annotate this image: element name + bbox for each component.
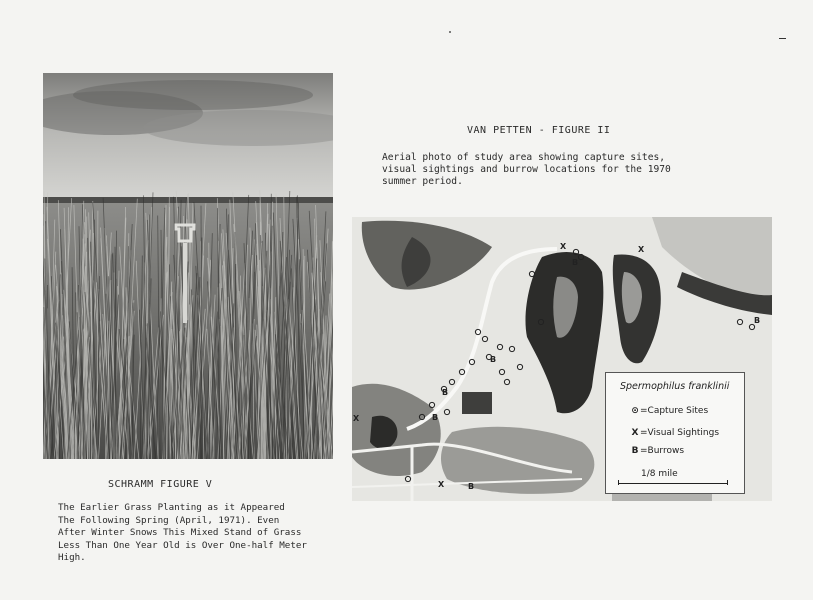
burrow-marker: B (468, 482, 475, 491)
burrow-icon: B (631, 446, 639, 456)
scale-label: 1/8 mile (641, 469, 678, 479)
burrow-marker: B (490, 355, 497, 364)
legend-capture-row (630, 406, 708, 416)
legend-sighting-label: =Visual Sightings (640, 428, 720, 438)
sighting-marker: X (353, 414, 360, 423)
sighting-marker: X (638, 245, 645, 254)
legend-capture-label: =Capture Sites (640, 406, 709, 416)
burrow-marker: B (754, 316, 761, 325)
sighting-marker: X (438, 480, 445, 489)
right-figure-title: VAN PETTEN - FIGURE II (467, 125, 611, 136)
legend-sighting-row (630, 428, 719, 438)
sighting-marker: X (560, 242, 567, 251)
burrow-marker: B (442, 388, 449, 397)
scan-speck (449, 31, 451, 33)
left-figure-title: SCHRAMM FIGURE V (108, 479, 213, 490)
grass-planting-photo (43, 73, 333, 459)
left-figure-caption: The Earlier Grass Planting as it Appeared The Following Spring (April, 1971). Even After Winter Snows This Mixed Stand of Grass Less Than One Year Old is Over One-half Meter High. (58, 502, 307, 563)
scale-bar (618, 483, 728, 484)
burrow-marker: B (432, 413, 439, 422)
page-mark (779, 38, 786, 39)
map-legend (605, 372, 745, 494)
visual-sighting-icon: X (631, 428, 639, 438)
legend-burrow-row (630, 446, 684, 456)
burrow-marker: B (572, 258, 579, 267)
capture-site-icon: ⊙ (631, 406, 639, 416)
right-figure-description: Aerial photo of study area showing capture sites, visual sightings and burrow locations for the 1970 summer period. (382, 152, 671, 187)
legend-species: Spermophilus franklinii (620, 381, 730, 392)
legend-burrow-label: =Burrows (640, 446, 685, 456)
